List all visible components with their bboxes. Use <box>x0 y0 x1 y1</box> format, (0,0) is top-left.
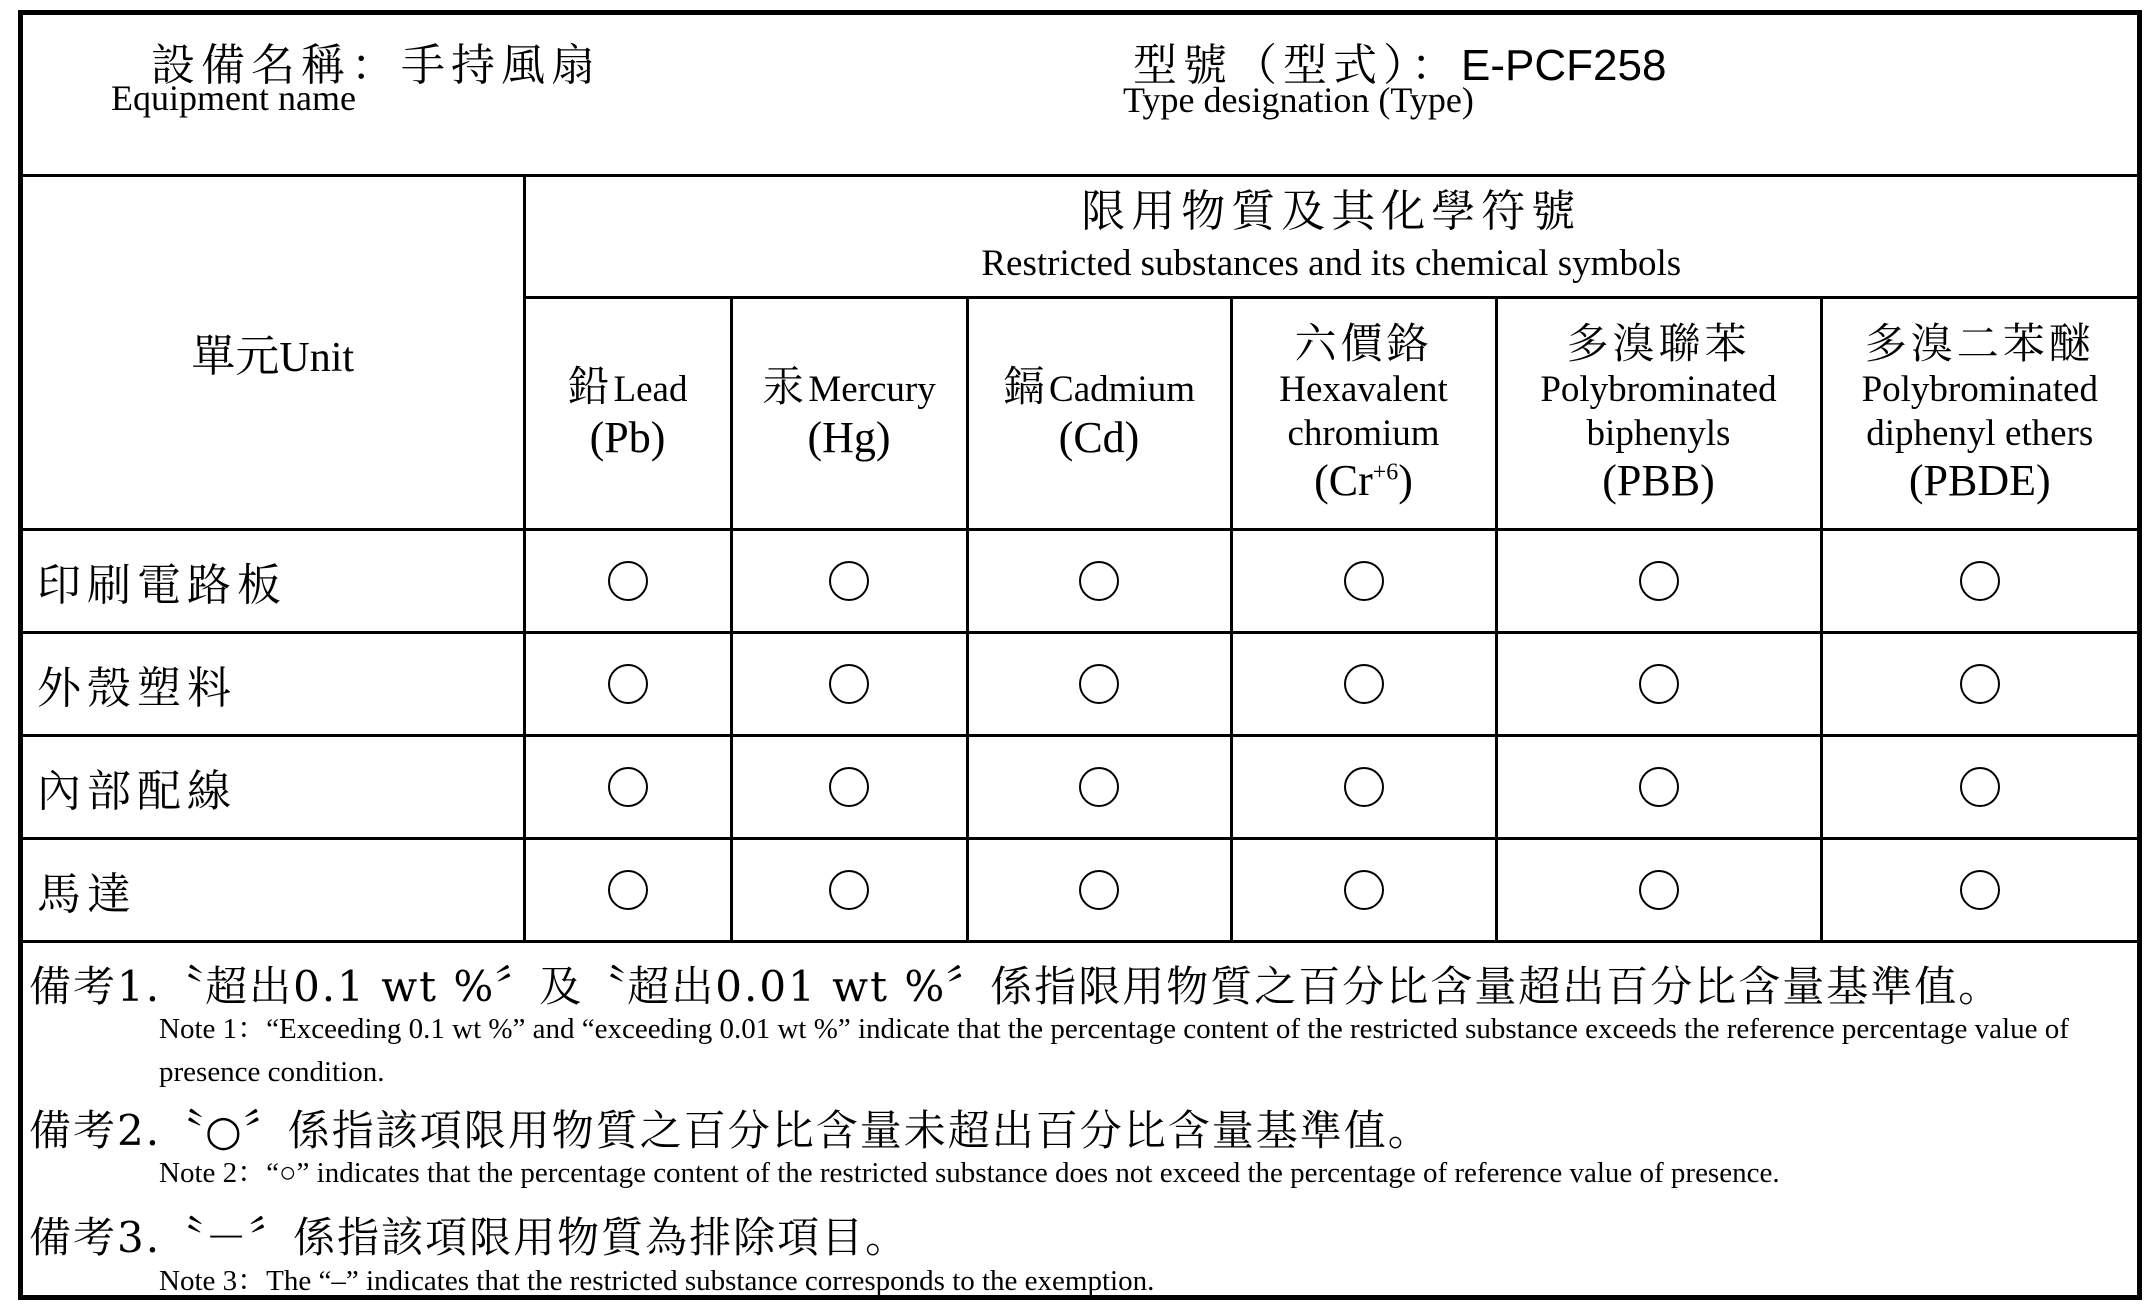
circle-mark <box>1639 870 1679 910</box>
circle-mark <box>1639 561 1679 601</box>
mark-cell <box>1821 838 2137 941</box>
mark-cell <box>524 632 731 735</box>
mark-cell <box>731 838 967 941</box>
note-1-zh: 備考1.〝超出0.1 wt %〞及〝超出0.01 wt %〞係指限用物質之百分比含量超出百分比含量基準值。 <box>29 962 2003 1011</box>
circle-mark <box>829 870 869 910</box>
substance-header-hexavalent-chromium <box>1231 297 1496 529</box>
substance-en: Cadmium <box>1049 369 1195 411</box>
substance-en: Polybrominated diphenyl ethers <box>1861 369 2098 454</box>
part-name: 印刷電路板 <box>23 529 524 632</box>
mark-cell <box>524 838 731 941</box>
restricted-substances-header <box>524 177 2137 297</box>
substance-en: Polybrominated biphenyls <box>1540 369 1777 454</box>
mark-cell <box>967 529 1231 632</box>
substance-symbol: (Hg) <box>807 412 891 462</box>
circle-mark <box>1344 870 1384 910</box>
circle-mark <box>1639 664 1679 704</box>
note-3-zh: 備考3.〝－〞係指該項限用物質為排除項目。 <box>29 1213 910 1262</box>
circle-mark <box>608 664 648 704</box>
table-row <box>23 735 2137 838</box>
mark-cell <box>1496 735 1821 838</box>
circle-mark <box>608 561 648 601</box>
mark-cell <box>1821 632 2137 735</box>
note-1-en: Note 1：“Exceeding 0.1 wt %” and “exceeding 0.01 wt %” indicate that the percentage content of the restricted substance exceeds the reference percentage value of presence condition. <box>159 1013 2069 1088</box>
substance-symbol: $(Cr^{+6})$ <box>1314 456 1413 506</box>
circle-mark <box>1344 664 1384 704</box>
mark-cell <box>731 632 967 735</box>
part-name: 馬達 <box>23 838 524 941</box>
circle-mark <box>829 664 869 704</box>
substance-symbol: (PBB) <box>1602 456 1715 506</box>
substance-header-cadmium <box>967 297 1231 529</box>
model-number: E-PCF258 <box>1461 41 1667 90</box>
substance-en: Lead <box>613 369 688 411</box>
unit-header-zh: 單元 <box>191 331 280 383</box>
substance-zh: 鉛 <box>567 362 614 412</box>
substance-symbol: (PBDE) <box>1908 456 2051 506</box>
mark-cell <box>731 529 967 632</box>
mark-cell <box>1496 632 1821 735</box>
equipment-name-en: Equipment name <box>111 78 356 118</box>
restricted-substances-zh: 限用物質及其化學符號 <box>1081 186 1582 238</box>
circle-mark <box>1079 870 1119 910</box>
substance-symbol: (Pb) <box>589 412 666 462</box>
note-3-en: Note 3：The “–” indicates that the restricted substance corresponds to the exemption. <box>159 1265 1155 1297</box>
substance-header-lead <box>524 297 731 529</box>
substance-header-mercury <box>731 297 967 529</box>
mark-cell <box>967 838 1231 941</box>
circle-mark <box>1079 664 1119 704</box>
substance-symbol: (Cd) <box>1058 412 1140 462</box>
circle-mark <box>608 767 648 807</box>
circle-mark <box>1960 767 2000 807</box>
type-designation-en: Type designation (Type) <box>1123 80 1474 120</box>
restricted-substances-en: Restricted substances and its chemical symbols <box>981 243 1682 285</box>
mark-cell <box>1231 529 1496 632</box>
substance-en: Mercury <box>808 369 936 411</box>
note-2-en: Note 2：“○” indicates that the percentage content of the restricted substance does not exceed the percentage of reference value of presence. <box>159 1157 1780 1189</box>
circle-mark <box>1344 561 1384 601</box>
substance-header-pbde <box>1821 297 2137 529</box>
mark-cell <box>967 632 1231 735</box>
circle-mark <box>829 561 869 601</box>
circle-mark <box>1960 664 2000 704</box>
table-row <box>23 632 2137 735</box>
part-name: 外殼塑料 <box>23 632 524 735</box>
substance-header-pbb <box>1496 297 1821 529</box>
substance-table <box>23 177 2137 943</box>
table-row <box>23 838 2137 941</box>
header-band <box>23 15 2137 177</box>
circle-mark <box>1960 870 2000 910</box>
mark-cell <box>524 529 731 632</box>
substance-en: Hexavalent chromium <box>1279 369 1448 454</box>
substance-zh: 多溴二苯醚 <box>1864 318 2095 368</box>
mark-cell <box>731 735 967 838</box>
mark-cell <box>967 735 1231 838</box>
rohs-declaration-table <box>18 10 2142 1300</box>
table-row <box>23 529 2137 632</box>
circle-mark <box>608 870 648 910</box>
circle-mark <box>1639 767 1679 807</box>
mark-cell <box>1231 838 1496 941</box>
equipment-name-zh: 設備名稱：手持風扇 <box>151 40 601 91</box>
substance-zh: 鎘 <box>1003 362 1050 412</box>
unit-header <box>23 177 524 529</box>
circle-mark <box>1079 561 1119 601</box>
part-name: 內部配線 <box>23 735 524 838</box>
mark-cell <box>1231 735 1496 838</box>
substance-zh: 六價鉻 <box>1294 318 1433 368</box>
note-2-zh: 備考2.〝○〞係指該項限用物質之百分比含量未超出百分比含量基準值。 <box>29 1106 1432 1155</box>
circle-mark <box>1079 767 1119 807</box>
mark-cell <box>1821 735 2137 838</box>
unit-header-en: Unit <box>279 335 355 382</box>
mark-cell <box>1496 529 1821 632</box>
circle-mark <box>1960 561 2000 601</box>
type-label-zh: 型號（型式）： <box>1133 40 1461 91</box>
substance-zh: 汞 <box>762 362 809 412</box>
mark-cell <box>1496 838 1821 941</box>
mark-cell <box>524 735 731 838</box>
circle-mark <box>829 767 869 807</box>
mark-cell <box>1231 632 1496 735</box>
mark-cell <box>1821 529 2137 632</box>
substance-zh: 多溴聯苯 <box>1566 318 1751 368</box>
circle-mark <box>1344 767 1384 807</box>
